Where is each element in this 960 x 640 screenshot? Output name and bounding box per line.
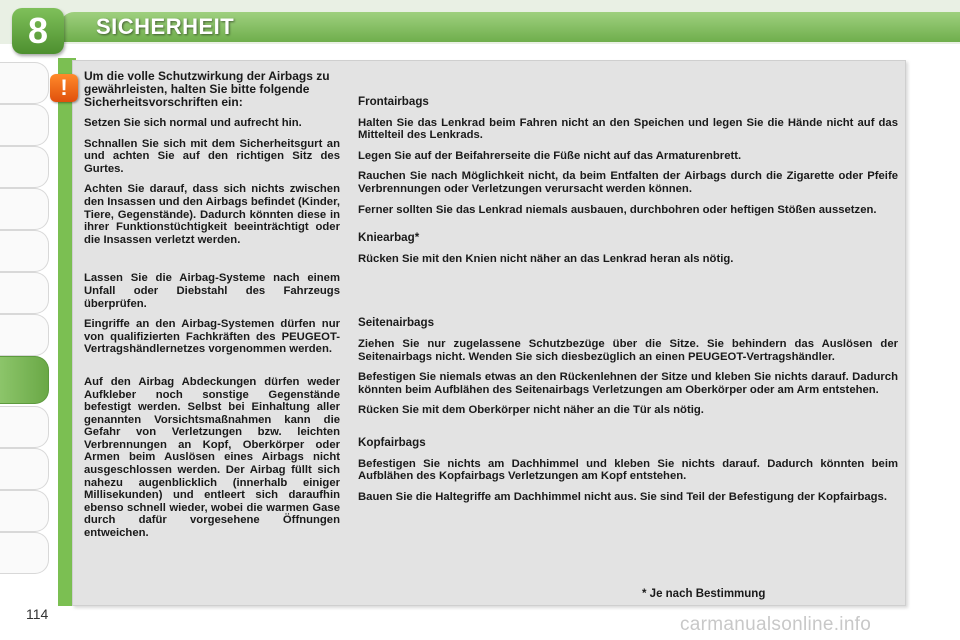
warning-icon: ! xyxy=(50,74,78,102)
chapter-tab[interactable] xyxy=(0,272,49,314)
paragraph: Eingriffe an den Airbag-Systemen dürfen nur von qualifizierten Fachkräften des PEUGEOT-Vertragshändlernetzes vorgenommen werden. xyxy=(84,318,340,356)
paragraph: Befestigen Sie niemals etwas an den Rückenlehnen der Sitze und kleben Sie nichts darauf. Dadurch könnten beim Aufblähen des Seitenairbags Verletzungen am Oberkörper oder am Arm entstehen. xyxy=(358,371,898,396)
chapter-tab[interactable] xyxy=(0,62,49,104)
chapter-tab[interactable] xyxy=(0,104,49,146)
chapter-badge: 8 xyxy=(12,8,64,54)
paragraph: Bauen Sie die Haltegriffe am Dachhimmel nicht aus. Sie sind Teil der Befestigung der Kopfairbags. xyxy=(358,490,887,503)
chapter-tabs xyxy=(0,62,60,582)
paragraph: Halten Sie das Lenkrad beim Fahren nicht an den Speichen und legen Sie die Hände nicht auf das Mittelteil des Lenkrads. xyxy=(358,116,898,142)
section-heading-side: Seitenairbags xyxy=(358,316,435,330)
section-heading-front: Frontairbags xyxy=(358,95,429,108)
chapter-tab[interactable] xyxy=(0,230,49,272)
paragraph: Rauchen Sie nach Möglichkeit nicht, da beim Entfalten der Airbags durch die Zigarette oder Pfeife Verbrennungen oder Verletzungen verursacht werden können. xyxy=(358,170,898,195)
chapter-tab[interactable] xyxy=(0,314,49,356)
left-heading: Um die volle Schutzwirkung der Airbags zu gewährleisten, halten Sie bitte folgende Sicherheitsvorschriften ein: xyxy=(84,69,330,109)
paragraph: Rücken Sie mit den Knien nicht näher an das Lenkrad heran als nötig. xyxy=(358,252,734,265)
paragraph: Ziehen Sie nur zugelassene Schutzbezüge über die Sitze. Sie behindern das Auslösen der Seitenairbags nicht. Wenden Sie sich diesbezüglich an einen PEUGEOT-Vertragshändler. xyxy=(358,337,898,363)
section-heading-knee: Kniearbag* xyxy=(358,231,420,245)
paragraph: Rücken Sie mit dem Oberkörper nicht näher an die Tür als nötig. xyxy=(358,404,704,417)
chapter-tab[interactable] xyxy=(0,532,49,574)
paragraph: Ferner sollten Sie das Lenkrad niemals ausbauen, durchbohren oder heftigen Stößen aussetzen. xyxy=(358,203,877,216)
chapter-tab[interactable] xyxy=(0,448,49,490)
paragraph: Setzen Sie sich normal und aufrecht hin. xyxy=(84,117,302,129)
chapter-tab[interactable] xyxy=(0,490,49,532)
footnote: * Je nach Bestimmung xyxy=(642,588,766,600)
paragraph: Legen Sie auf der Beifahrerseite die Füße nicht auf das Armaturenbrett. xyxy=(358,149,742,162)
watermark: carmanualsonline.info xyxy=(680,614,872,635)
chapter-tab[interactable] xyxy=(0,188,49,230)
paragraph: Achten Sie darauf, dass sich nichts zwischen den Insassen und den Airbags befindet (Kinder, Tiere, Gegenstände). Dadurch könnten diese in ihrer Funktionstüchtigkeit beeinträchtigt oder die Insassen verletzt werden. xyxy=(84,183,340,246)
paragraph: Lassen Sie die Airbag-Systeme nach einem Unfall oder Diebstahl des Fahrzeugs überprüfen. xyxy=(84,272,340,310)
page-number: 114 xyxy=(26,606,49,622)
paragraph: Schnallen Sie sich mit dem Sicherheitsgurt an und achten Sie auf den richtigen Sitz des Gurtes. xyxy=(84,137,340,175)
section-heading-head: Kopfairbags xyxy=(358,435,426,449)
right-column xyxy=(358,96,898,503)
left-column xyxy=(84,70,340,540)
chapter-tab[interactable] xyxy=(0,406,49,448)
paragraph: Auf den Airbag Abdeckungen dürfen weder Aufkleber noch sonstige Gegenstände befestigt werden. Selbst bei Einhaltung aller genannten Vorsichtsmaßnahmen kann die Gefahr von Verletzungen bzw. leichten Verbrennungen an Kopf, Oberkörper oder Armen beim Auslösen eines Airbags nicht ausgeschlossen werden. Der Airbag füllt sich nahezu augenblicklich (innerhalb einiger Millisekunden) und entleert sich daraufhin ebenso schnell wieder, wobei die warmen Gase durch dafür vorgesehene Öffnungen entweichen. xyxy=(84,375,340,540)
chapter-tab-active[interactable] xyxy=(0,356,49,404)
paragraph: Befestigen Sie nichts am Dachhimmel und kleben Sie nichts darauf. Dadurch könnten beim Aufblähen des Kopfairbags Verletzungen am Kopf entstehen. xyxy=(358,457,898,483)
chapter-tab[interactable] xyxy=(0,146,49,188)
page-title: SICHERHEIT xyxy=(96,14,235,39)
